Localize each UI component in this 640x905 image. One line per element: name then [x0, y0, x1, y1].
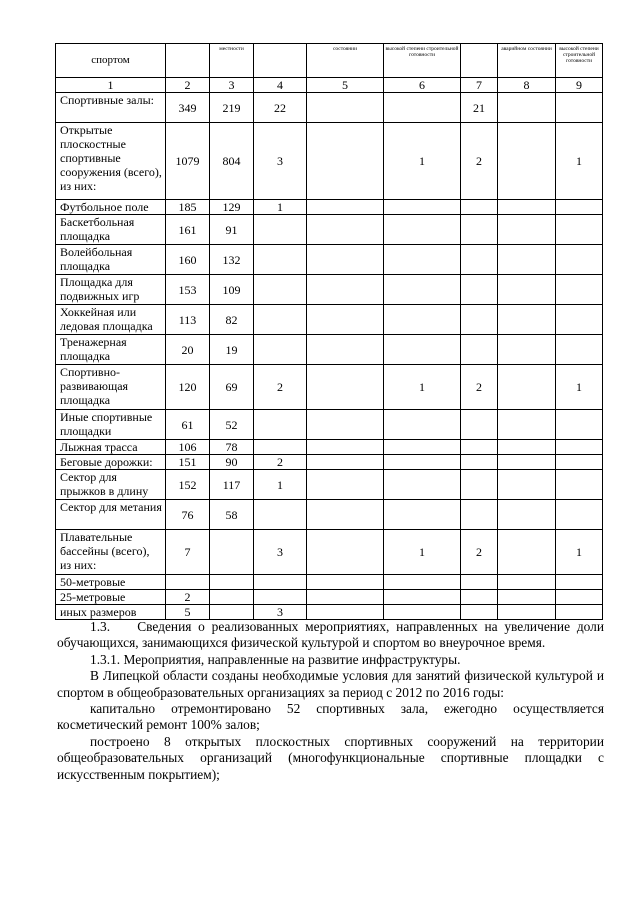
table-row — [56, 275, 603, 305]
value-cell-c5 — [307, 410, 384, 440]
value-cell-c9 — [556, 410, 603, 440]
facility-name-cell: Спортивно-развивающая площадка — [56, 365, 166, 410]
value-cell-c8 — [498, 123, 556, 200]
table-row — [56, 123, 603, 200]
value-cell-c3 — [210, 605, 254, 620]
body-text — [57, 619, 604, 783]
value-cell-c9 — [556, 605, 603, 620]
header-cell-9: высокой степени строительной готовности — [556, 44, 603, 78]
value-cell-c6 — [384, 575, 461, 590]
value-cell-c5 — [307, 335, 384, 365]
value-cell-c7: 21 — [461, 93, 498, 123]
value-cell-c5 — [307, 440, 384, 455]
value-cell-c2: 20 — [166, 335, 210, 365]
value-cell-c8 — [498, 455, 556, 470]
value-cell-c8 — [498, 440, 556, 455]
value-cell-c4: 3 — [254, 605, 307, 620]
value-cell-c2: 1079 — [166, 123, 210, 200]
header-cell-4 — [254, 44, 307, 78]
header-cell-7 — [461, 44, 498, 78]
value-cell-c4: 3 — [254, 123, 307, 200]
value-cell-c8 — [498, 365, 556, 410]
value-cell-c4: 22 — [254, 93, 307, 123]
value-cell-c4: 2 — [254, 365, 307, 410]
value-cell-c6 — [384, 335, 461, 365]
value-cell-c6: 1 — [384, 365, 461, 410]
value-cell-c9 — [556, 245, 603, 275]
column-number: 4 — [254, 78, 307, 93]
value-cell-c3 — [210, 530, 254, 575]
value-cell-c5 — [307, 305, 384, 335]
value-cell-c8 — [498, 93, 556, 123]
value-cell-c2: 106 — [166, 440, 210, 455]
value-cell-c8 — [498, 200, 556, 215]
value-cell-c3: 129 — [210, 200, 254, 215]
value-cell-c8 — [498, 275, 556, 305]
facility-name-cell: Сектор для прыжков в длину — [56, 470, 166, 500]
table-row — [56, 335, 603, 365]
value-cell-c4 — [254, 215, 307, 245]
value-cell-c9: 1 — [556, 530, 603, 575]
value-cell-c7 — [461, 455, 498, 470]
value-cell-c2: 161 — [166, 215, 210, 245]
value-cell-c5 — [307, 123, 384, 200]
table-row — [56, 530, 603, 575]
value-cell-c4: 2 — [254, 455, 307, 470]
value-cell-c6 — [384, 215, 461, 245]
value-cell-c2: 185 — [166, 200, 210, 215]
value-cell-c2: 7 — [166, 530, 210, 575]
value-cell-c3: 82 — [210, 305, 254, 335]
value-cell-c5 — [307, 365, 384, 410]
value-cell-c9 — [556, 215, 603, 245]
value-cell-c6 — [384, 440, 461, 455]
value-cell-c5 — [307, 530, 384, 575]
table-body — [56, 44, 603, 620]
header-cell-6: высокой степени строительной готовности — [384, 44, 461, 78]
value-cell-c5 — [307, 470, 384, 500]
value-cell-c8 — [498, 305, 556, 335]
value-cell-c6 — [384, 305, 461, 335]
facility-name-cell: иных размеров — [56, 605, 166, 620]
value-cell-c4: 1 — [254, 200, 307, 215]
value-cell-c5 — [307, 605, 384, 620]
value-cell-c6 — [384, 200, 461, 215]
facility-name-cell: Лыжная трасса — [56, 440, 166, 455]
value-cell-c4 — [254, 500, 307, 530]
header-cell-5: состоянии — [307, 44, 384, 78]
value-cell-c9 — [556, 470, 603, 500]
value-cell-c3: 117 — [210, 470, 254, 500]
table-header-row — [56, 44, 603, 78]
value-cell-c7 — [461, 605, 498, 620]
value-cell-c4: 1 — [254, 470, 307, 500]
header-cell-2 — [166, 44, 210, 78]
value-cell-c7 — [461, 500, 498, 530]
value-cell-c6 — [384, 470, 461, 500]
value-cell-c8 — [498, 335, 556, 365]
facility-name-cell: Футбольное поле — [56, 200, 166, 215]
header-cell-3: местности — [210, 44, 254, 78]
value-cell-c3: 52 — [210, 410, 254, 440]
value-cell-c5 — [307, 455, 384, 470]
table-row — [56, 590, 603, 605]
value-cell-c2 — [166, 575, 210, 590]
value-cell-c2: 160 — [166, 245, 210, 275]
facility-name-cell: Сектор для метания — [56, 500, 166, 530]
value-cell-c5 — [307, 575, 384, 590]
column-number: 8 — [498, 78, 556, 93]
value-cell-c2: 151 — [166, 455, 210, 470]
section-heading: 1.3. Сведения о реализованных мероприятиях, направленных на увеличение доли обучающихся, занимающихся физической культурой и спортом во внеурочное время. — [57, 619, 604, 651]
value-cell-c7 — [461, 440, 498, 455]
value-cell-c7 — [461, 335, 498, 365]
value-cell-c4: 3 — [254, 530, 307, 575]
paragraph-repairs: капитально отремонтировано 52 спортивных зала, ежегодно осуществляется косметический ремонт 100% залов; — [57, 701, 604, 733]
subsection-heading: 1.3.1. Мероприятия, направленные на развитие инфраструктуры. — [90, 651, 461, 667]
value-cell-c9 — [556, 590, 603, 605]
value-cell-c4 — [254, 275, 307, 305]
table-row — [56, 410, 603, 440]
value-cell-c6 — [384, 590, 461, 605]
value-cell-c3: 804 — [210, 123, 254, 200]
table-row — [56, 365, 603, 410]
value-cell-c9 — [556, 335, 603, 365]
value-cell-c8 — [498, 590, 556, 605]
value-cell-c9 — [556, 500, 603, 530]
facility-name-cell: Спортивные залы: — [56, 93, 166, 123]
value-cell-c9 — [556, 200, 603, 215]
value-cell-c8 — [498, 245, 556, 275]
value-cell-c9 — [556, 455, 603, 470]
facility-name-cell: 50-метровые — [56, 575, 166, 590]
column-number: 5 — [307, 78, 384, 93]
paragraph-construction: построено 8 открытых плоскостных спортивных сооружений на территории общеобразовательных организаций (многофункциональные спортивные площадки с искусственным покрытием); — [57, 733, 604, 782]
column-number: 6 — [384, 78, 461, 93]
table-row — [56, 500, 603, 530]
facility-name-cell: Площадка для подвижных игр — [56, 275, 166, 305]
value-cell-c3 — [210, 590, 254, 605]
value-cell-c2: 349 — [166, 93, 210, 123]
value-cell-c6 — [384, 500, 461, 530]
value-cell-c3 — [210, 575, 254, 590]
value-cell-c3: 19 — [210, 335, 254, 365]
value-cell-c4 — [254, 410, 307, 440]
value-cell-c2: 113 — [166, 305, 210, 335]
value-cell-c4 — [254, 245, 307, 275]
value-cell-c9 — [556, 93, 603, 123]
facility-name-cell: Беговые дорожки: — [56, 455, 166, 470]
facility-name-cell: Плавательные бассейны (всего), из них: — [56, 530, 166, 575]
value-cell-c7: 2 — [461, 123, 498, 200]
facility-name-cell: Открытые плоскостные спортивные сооружения (всего), из них: — [56, 123, 166, 200]
value-cell-c9 — [556, 275, 603, 305]
value-cell-c3: 132 — [210, 245, 254, 275]
value-cell-c5 — [307, 200, 384, 215]
table-row — [56, 470, 603, 500]
facility-name-cell: 25-метровые — [56, 590, 166, 605]
sports-facilities-table — [55, 43, 603, 620]
value-cell-c2: 76 — [166, 500, 210, 530]
value-cell-c9 — [556, 575, 603, 590]
value-cell-c2: 5 — [166, 605, 210, 620]
value-cell-c6 — [384, 455, 461, 470]
value-cell-c3: 90 — [210, 455, 254, 470]
value-cell-c9 — [556, 440, 603, 455]
value-cell-c6 — [384, 410, 461, 440]
value-cell-c8 — [498, 215, 556, 245]
column-number-row — [56, 78, 603, 93]
value-cell-c8 — [498, 470, 556, 500]
value-cell-c5 — [307, 500, 384, 530]
value-cell-c4 — [254, 305, 307, 335]
value-cell-c5 — [307, 93, 384, 123]
table-row — [56, 200, 603, 215]
facility-name-cell: Тренажерная площадка — [56, 335, 166, 365]
value-cell-c7 — [461, 275, 498, 305]
value-cell-c2: 120 — [166, 365, 210, 410]
value-cell-c3: 78 — [210, 440, 254, 455]
header-cell-1: спортом — [56, 44, 166, 78]
value-cell-c5 — [307, 215, 384, 245]
value-cell-c7 — [461, 200, 498, 215]
paragraph-conditions: В Липецкой области созданы необходимые условия для занятий физической культурой и спортом в общеобразовательных организациях за период с 2012 по 2016 годы: — [57, 668, 604, 700]
value-cell-c5 — [307, 590, 384, 605]
table-row — [56, 455, 603, 470]
header-cell-8: аварийном состоянии — [498, 44, 556, 78]
value-cell-c9 — [556, 305, 603, 335]
table-row — [56, 440, 603, 455]
value-cell-c8 — [498, 500, 556, 530]
value-cell-c5 — [307, 275, 384, 305]
value-cell-c2: 2 — [166, 590, 210, 605]
value-cell-c7: 2 — [461, 530, 498, 575]
value-cell-c3: 58 — [210, 500, 254, 530]
value-cell-c3: 219 — [210, 93, 254, 123]
column-number: 9 — [556, 78, 603, 93]
column-number: 7 — [461, 78, 498, 93]
value-cell-c2: 153 — [166, 275, 210, 305]
value-cell-c7 — [461, 575, 498, 590]
facility-name-cell: Волейбольная площадка — [56, 245, 166, 275]
value-cell-c6: 1 — [384, 123, 461, 200]
value-cell-c7 — [461, 305, 498, 335]
column-number: 2 — [166, 78, 210, 93]
table-row — [56, 245, 603, 275]
value-cell-c8 — [498, 605, 556, 620]
value-cell-c7: 2 — [461, 365, 498, 410]
value-cell-c8 — [498, 575, 556, 590]
value-cell-c3: 91 — [210, 215, 254, 245]
table-row — [56, 215, 603, 245]
value-cell-c8 — [498, 410, 556, 440]
value-cell-c5 — [307, 245, 384, 275]
value-cell-c7 — [461, 470, 498, 500]
value-cell-c4 — [254, 590, 307, 605]
value-cell-c7 — [461, 590, 498, 605]
value-cell-c7 — [461, 245, 498, 275]
value-cell-c9: 1 — [556, 123, 603, 200]
value-cell-c7 — [461, 215, 498, 245]
value-cell-c2: 152 — [166, 470, 210, 500]
column-number: 3 — [210, 78, 254, 93]
value-cell-c6 — [384, 605, 461, 620]
value-cell-c8 — [498, 530, 556, 575]
value-cell-c4 — [254, 575, 307, 590]
facility-name-cell: Хоккейная или ледовая площадка — [56, 305, 166, 335]
value-cell-c4 — [254, 335, 307, 365]
column-number: 1 — [56, 78, 166, 93]
value-cell-c9: 1 — [556, 365, 603, 410]
value-cell-c6 — [384, 93, 461, 123]
value-cell-c6: 1 — [384, 530, 461, 575]
value-cell-c2: 61 — [166, 410, 210, 440]
value-cell-c4 — [254, 440, 307, 455]
value-cell-c3: 69 — [210, 365, 254, 410]
value-cell-c6 — [384, 275, 461, 305]
value-cell-c7 — [461, 410, 498, 440]
facility-name-cell: Баскетбольная площадка — [56, 215, 166, 245]
table-row — [56, 575, 603, 590]
table-row — [56, 605, 603, 620]
table-row — [56, 93, 603, 123]
table-row — [56, 305, 603, 335]
value-cell-c3: 109 — [210, 275, 254, 305]
value-cell-c6 — [384, 245, 461, 275]
facility-name-cell: Иные спортивные площадки — [56, 410, 166, 440]
